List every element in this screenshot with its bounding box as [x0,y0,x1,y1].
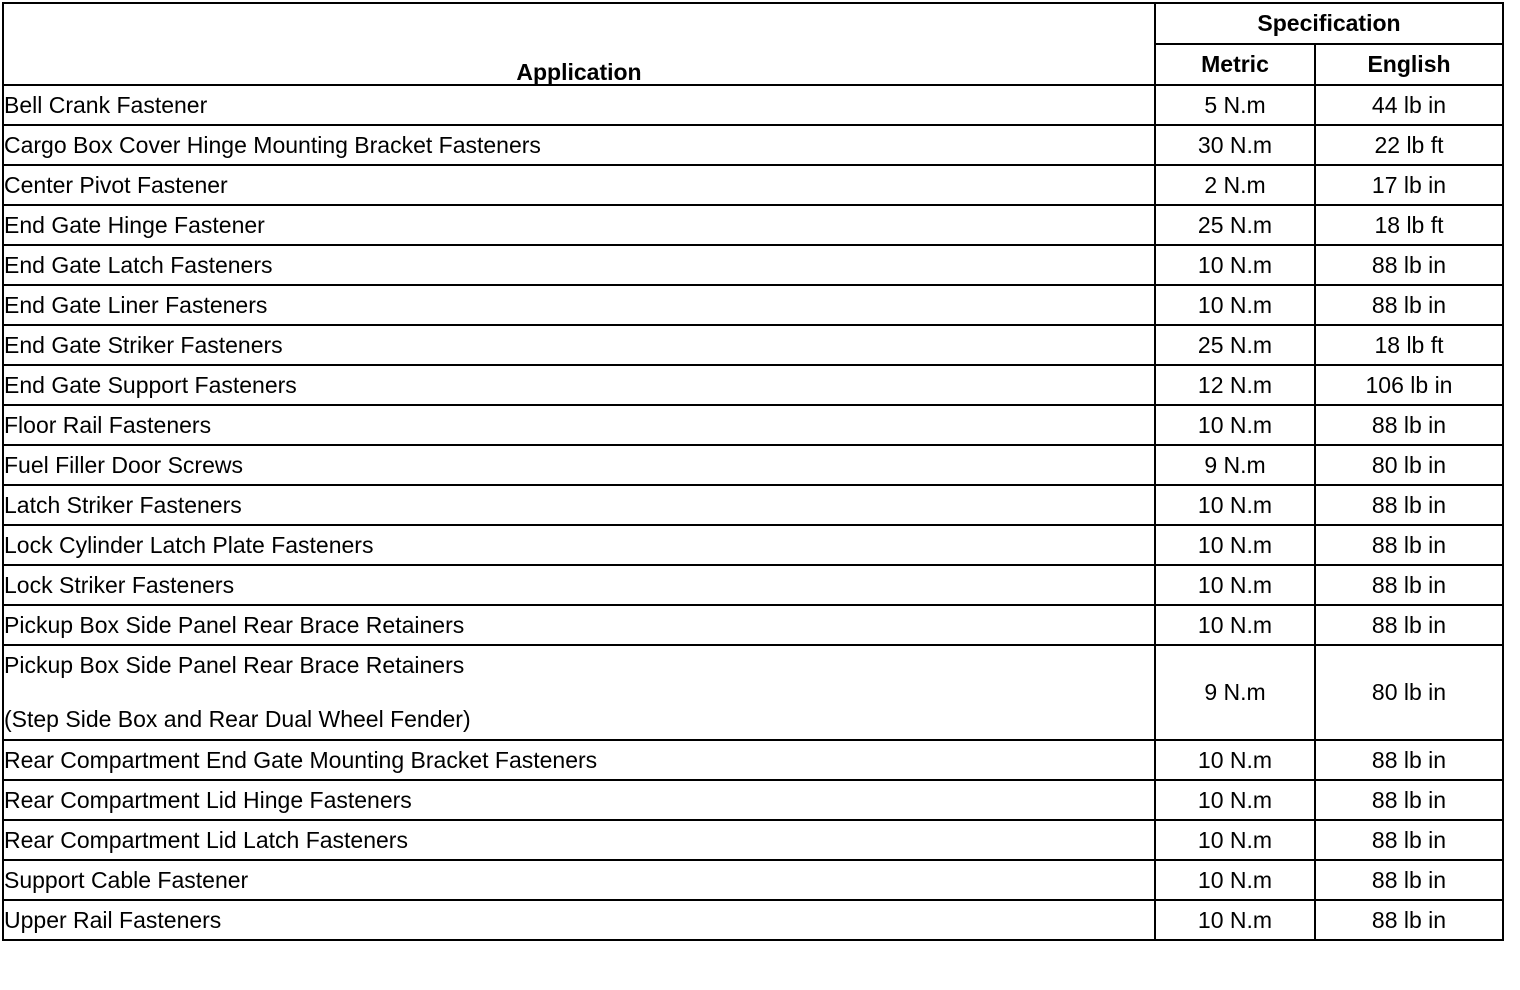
application-cell: End Gate Hinge Fastener [3,205,1155,245]
english-cell: 88 lb in [1315,780,1503,820]
table-row [3,605,1503,645]
table-row [3,445,1503,485]
metric-cell: 10 N.m [1155,565,1315,605]
metric-cell: 10 N.m [1155,485,1315,525]
english-cell: 88 lb in [1315,285,1503,325]
application-cell: End Gate Liner Fasteners [3,285,1155,325]
metric-cell: 25 N.m [1155,205,1315,245]
application-cell: Floor Rail Fasteners [3,405,1155,445]
metric-cell: 10 N.m [1155,740,1315,780]
metric-cell: 9 N.m [1155,645,1315,740]
table-row [3,780,1503,820]
application-note: (Step Side Box and Rear Dual Wheel Fender) [4,706,471,732]
metric-cell: 2 N.m [1155,165,1315,205]
application-cell: Lock Cylinder Latch Plate Fasteners [3,525,1155,565]
english-cell: 88 lb in [1315,740,1503,780]
metric-cell: 30 N.m [1155,125,1315,165]
metric-cell: 10 N.m [1155,900,1315,940]
table-row [3,820,1503,860]
english-cell: 22 lb ft [1315,125,1503,165]
english-cell: 88 lb in [1315,485,1503,525]
metric-cell: 10 N.m [1155,405,1315,445]
table-row [3,205,1503,245]
english-cell: 88 lb in [1315,245,1503,285]
table-row [3,860,1503,900]
metric-cell: 10 N.m [1155,780,1315,820]
table-row [3,645,1503,740]
english-cell: 17 lb in [1315,165,1503,205]
application-header: Application [3,3,1155,85]
application-cell: Cargo Box Cover Hinge Mounting Bracket Fasteners [3,125,1155,165]
metric-header: Metric [1155,44,1315,85]
fastener-spec-table [2,2,1504,941]
english-cell: 88 lb in [1315,860,1503,900]
metric-cell: 10 N.m [1155,605,1315,645]
table-row [3,740,1503,780]
application-cell: Rear Compartment Lid Hinge Fasteners [3,780,1155,820]
application-cell: Lock Striker Fasteners [3,565,1155,605]
english-cell: 44 lb in [1315,85,1503,125]
metric-cell: 10 N.m [1155,285,1315,325]
table-row [3,405,1503,445]
table-row [3,325,1503,365]
table-row [3,285,1503,325]
english-cell: 88 lb in [1315,820,1503,860]
application-cell: Pickup Box Side Panel Rear Brace Retainers [3,605,1155,645]
metric-cell: 25 N.m [1155,325,1315,365]
application-cell: Upper Rail Fasteners [3,900,1155,940]
metric-cell: 10 N.m [1155,245,1315,285]
metric-cell: 9 N.m [1155,445,1315,485]
table-row [3,245,1503,285]
table-row [3,85,1503,125]
english-cell: 88 lb in [1315,900,1503,940]
application-cell [3,645,1155,740]
application-cell: End Gate Latch Fasteners [3,245,1155,285]
application-cell: Fuel Filler Door Screws [3,445,1155,485]
application-cell: Bell Crank Fastener [3,85,1155,125]
application-cell: Rear Compartment End Gate Mounting Bracket Fasteners [3,740,1155,780]
application-cell: Center Pivot Fastener [3,165,1155,205]
metric-cell: 12 N.m [1155,365,1315,405]
english-cell: 88 lb in [1315,525,1503,565]
table-row [3,485,1503,525]
english-cell: 18 lb ft [1315,205,1503,245]
metric-cell: 10 N.m [1155,860,1315,900]
english-cell: 80 lb in [1315,445,1503,485]
english-cell: 80 lb in [1315,645,1503,740]
application-text: Pickup Box Side Panel Rear Brace Retainers [4,652,465,678]
table-row [3,125,1503,165]
metric-cell: 5 N.m [1155,85,1315,125]
table-row [3,565,1503,605]
metric-cell: 10 N.m [1155,525,1315,565]
english-cell: 88 lb in [1315,405,1503,445]
english-cell: 88 lb in [1315,565,1503,605]
table-row [3,165,1503,205]
table-row [3,525,1503,565]
application-cell: End Gate Support Fasteners [3,365,1155,405]
english-cell: 106 lb in [1315,365,1503,405]
specification-header: Specification [1155,3,1503,44]
english-cell: 18 lb ft [1315,325,1503,365]
application-cell: Support Cable Fastener [3,860,1155,900]
application-cell: Rear Compartment Lid Latch Fasteners [3,820,1155,860]
english-cell: 88 lb in [1315,605,1503,645]
table-row [3,900,1503,940]
english-header: English [1315,44,1503,85]
application-cell: Latch Striker Fasteners [3,485,1155,525]
metric-cell: 10 N.m [1155,820,1315,860]
table-row [3,365,1503,405]
application-cell: End Gate Striker Fasteners [3,325,1155,365]
